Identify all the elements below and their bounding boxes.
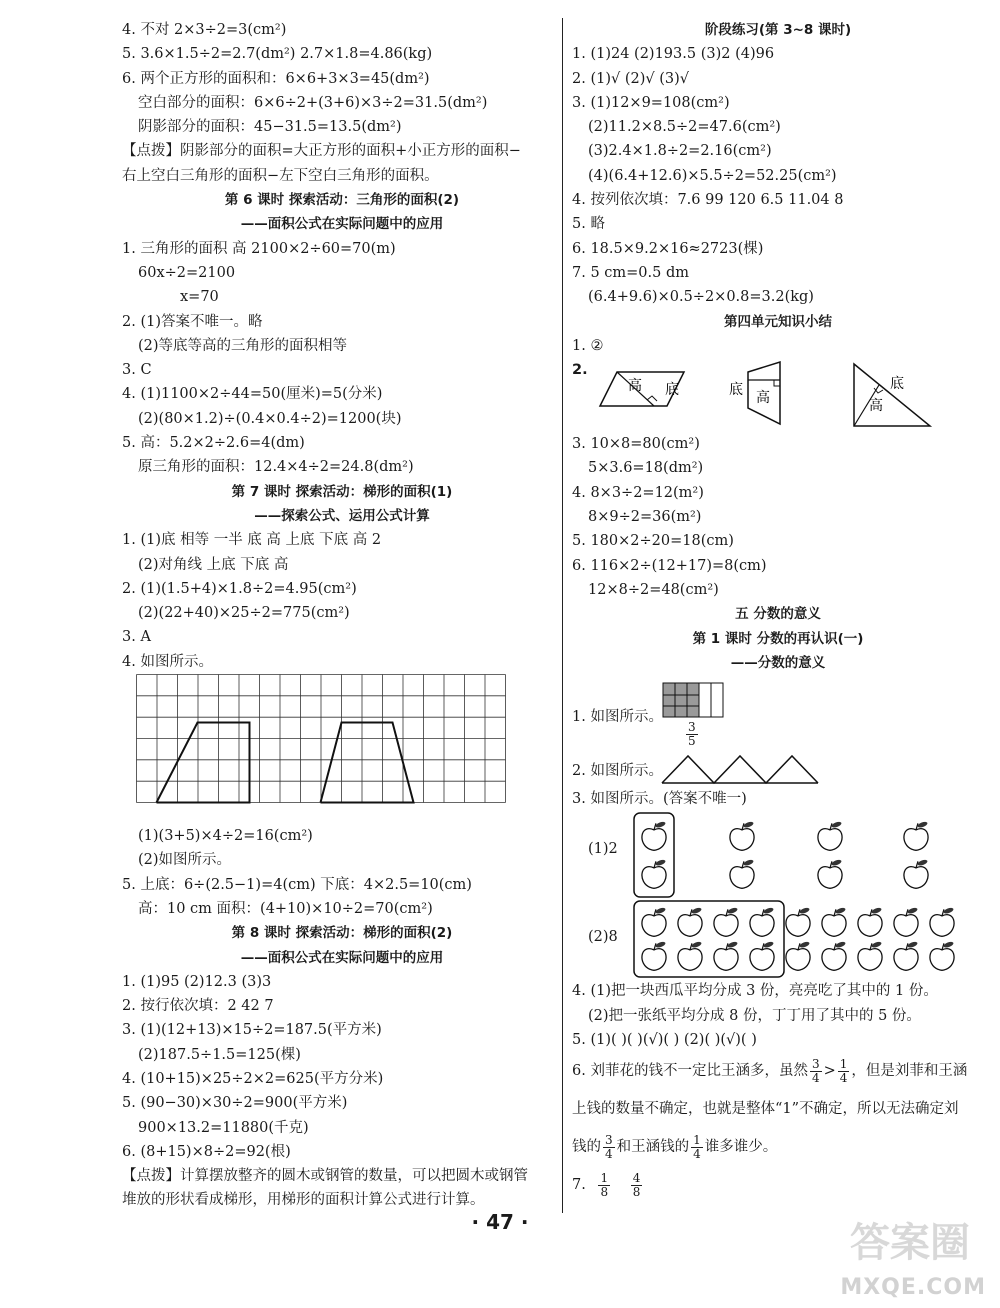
answer-line: 5. 上底：6÷(2.5−1)=4(cm) 下底：4×2.5=10(cm) xyxy=(122,876,472,893)
answer-line: 5. 略 xyxy=(572,216,605,233)
fraction-1-8: $\frac{1}{8}$ xyxy=(600,1170,609,1199)
answer-line: 2. 如图所示。 xyxy=(572,763,663,780)
answer-line: 7. 5 cm=0.5 dm xyxy=(572,264,689,281)
apple-icon xyxy=(642,907,666,937)
greater-than: > xyxy=(823,1063,836,1080)
lesson-heading: 第 7 课时 探索活动：梯形的面积(1) xyxy=(231,483,453,500)
answer-line: 1. (1)24 (2)193.5 (3)2 (4)96 xyxy=(572,46,775,63)
answer-line: 2. (1)答案不唯一。略 xyxy=(122,313,263,330)
answer-line: 1. 如图所示。 xyxy=(572,709,663,726)
lesson-heading: 第 1 课时 分数的再认识(一) xyxy=(692,630,864,647)
answer-line: 4. 按列依次填：7.6 99 120 6.5 11.04 8 xyxy=(572,192,844,209)
answer-line: (2)187.5÷1.5=125(棵) xyxy=(138,1046,301,1063)
answer-line: 6. (8+15)×8÷2=92(根) xyxy=(122,1143,291,1160)
hint-line: 【点拨】阴影部分的面积=大正方形的面积+小正方形的面积− xyxy=(122,143,521,160)
fraction-bar-figure xyxy=(572,675,984,753)
fraction-4-8: $\frac{4}{8}$ xyxy=(632,1170,641,1199)
answer-line: (2)8 xyxy=(588,929,618,946)
apple-icon xyxy=(678,941,702,971)
fraction-3-5: $\frac{3}{5}$ xyxy=(688,720,696,749)
height-label: 高 xyxy=(628,378,642,395)
apple-icon xyxy=(786,907,810,937)
base-label: 底 xyxy=(729,382,743,399)
grid-svg xyxy=(136,674,512,814)
answer-line: (2)如图所示。 xyxy=(138,852,232,869)
apple-icon xyxy=(930,941,954,971)
answer-line: (3)2.4×1.8÷2=2.16(cm²) xyxy=(588,143,772,160)
apple-icon xyxy=(678,907,702,937)
lesson-heading: 第 6 课时 探索活动：三角形的面积(2) xyxy=(224,192,460,209)
base-label: 底 xyxy=(665,382,679,399)
answer-line: (1)(3+5)×4÷2=16(cm²) xyxy=(138,828,313,845)
answer-line xyxy=(572,1128,984,1166)
answer-line: 2. (1)√ (2)√ (3)√ xyxy=(572,70,689,87)
answer-line: 阴影部分的面积：45−31.5=13.5(dm²) xyxy=(138,119,402,136)
trapezoid-1 xyxy=(157,723,250,803)
lesson-heading: 第 8 课时 探索活动：梯形的面积(2) xyxy=(231,925,453,942)
right-column xyxy=(572,18,984,1204)
answer-line: 6. 18.5×9.2×16≈2723(棵) xyxy=(572,240,764,257)
text-segment: 谁多谁少。 xyxy=(704,1139,778,1156)
watermark-url: MXQE.COM xyxy=(840,1275,986,1300)
answer-line: 2. (1)(1.5+4)×1.8÷2=4.95(cm²) xyxy=(122,580,357,597)
base-label: 底 xyxy=(890,376,904,393)
apple-icon xyxy=(930,907,954,937)
answer-line: 4. (1)1100×2÷44=50(厘米)=5(分米) xyxy=(122,386,383,403)
apple-icon xyxy=(822,941,846,971)
apple-icon xyxy=(904,859,928,889)
answer-line: 3. (1)(12+13)×15÷2=187.5(平方米) xyxy=(122,1022,382,1039)
apple-icon xyxy=(642,859,666,889)
triangle xyxy=(854,364,930,426)
text-segment: 6. 刘菲花的钱不一定比王涵多，虽然 xyxy=(572,1063,808,1080)
item-number: 7. xyxy=(572,1177,586,1194)
answer-line: (6.4+9.6)×0.5÷2×0.8=3.2(kg) xyxy=(588,289,814,306)
apple-icon xyxy=(786,941,810,971)
answer-line: (2)对角线 上底 下底 高 xyxy=(138,556,289,573)
answer-line: 上钱的数量不确定，也就是整体“1”不确定，所以无法确定刘 xyxy=(572,1101,959,1118)
apples-figure-2 xyxy=(572,899,984,979)
answer-line: (2)等底等高的三角形的面积相等 xyxy=(138,337,348,354)
answer-line: 原三角形的面积：12.4×4÷2=24.8(dm²) xyxy=(138,459,414,476)
apple-icon xyxy=(894,941,918,971)
hint-line: 【点拨】计算摆放整齐的圆木或钢管的数量，可以把圆木或钢管 xyxy=(122,1168,528,1185)
trapezoid-grid-figure xyxy=(136,674,562,824)
apple-icon xyxy=(642,821,666,851)
answer-line xyxy=(572,1166,984,1204)
answer-line: (2)11.2×8.5÷2=47.6(cm²) xyxy=(588,119,781,136)
answer-line: 6. 116×2÷(12+17)=8(cm) xyxy=(572,557,767,574)
answer-line: 3. C xyxy=(122,362,152,379)
answer-line: 3. A xyxy=(122,629,151,646)
answer-line: 4. (10+15)×25÷2×2=625(平方分米) xyxy=(122,1070,384,1087)
trapezoid-2 xyxy=(321,723,414,803)
answer-line xyxy=(572,1052,984,1090)
triangles-figure xyxy=(572,753,984,787)
answer-line: 3. (1)12×9=108(cm²) xyxy=(572,94,730,111)
apple-icon xyxy=(750,907,774,937)
answer-line: 5. 高：5.2×2÷2.6=4(dm) xyxy=(122,435,305,452)
height-label: 高 xyxy=(869,398,883,415)
apples-figure-1 xyxy=(572,811,984,899)
apple-icon xyxy=(730,859,754,889)
fraction-bar-svg xyxy=(662,681,752,721)
left-column xyxy=(122,18,562,1213)
answer-line: (4)(6.4+12.6)×5.5÷2=52.25(cm²) xyxy=(588,167,837,184)
page-number: · 47 · xyxy=(471,1210,529,1234)
shapes-svg xyxy=(572,358,972,432)
answer-line: 4. (1)把一块西瓜平均分成 3 份，亮亮吃了其中的 1 份。 xyxy=(572,983,938,1000)
answer-line: 1. (1)95 (2)12.3 (3)3 xyxy=(122,973,272,990)
lesson-subheading: ——面积公式在实际问题中的应用 xyxy=(240,216,444,233)
right-angle-mark xyxy=(774,380,780,386)
column-divider xyxy=(562,18,563,1213)
fraction-3-4: $\frac{3}{4}$ xyxy=(605,1132,613,1161)
apple-icon xyxy=(822,907,846,937)
answer-line: x=70 xyxy=(180,289,219,306)
hint-line: 右上空白三角形的面积−左下空白三角形的面积。 xyxy=(122,167,439,184)
text-segment: 和王涵钱的 xyxy=(616,1139,690,1156)
lesson-subheading: ——探索公式、运用公式计算 xyxy=(254,507,430,524)
unit-heading: 五 分数的意义 xyxy=(735,606,821,623)
answer-line: 3. 10×8=80(cm²) xyxy=(572,436,700,453)
apple-icon xyxy=(858,941,882,971)
answer-line: 1. ② xyxy=(572,337,604,354)
text-segment: 钱的 xyxy=(572,1139,601,1156)
section-heading: 第四单元知识小结 xyxy=(724,313,832,330)
answer-line: 8×9÷2=36(m²) xyxy=(588,509,702,526)
apple-icon xyxy=(818,821,842,851)
fraction-1-4: $\frac{1}{4}$ xyxy=(693,1132,701,1161)
answer-line: 2. 按行依次填：2 42 7 xyxy=(122,998,274,1015)
apple-icon xyxy=(818,859,842,889)
answer-line: (2)(22+40)×25÷2=775(cm²) xyxy=(138,605,350,622)
answer-line: 12×8÷2=48(cm²) xyxy=(588,581,719,598)
answer-line: 高：10 cm 面积：(4+10)×10÷2=70(cm²) xyxy=(138,900,433,917)
triangles-svg xyxy=(660,753,840,785)
answer-line: 5. 180×2÷20=18(cm) xyxy=(572,533,734,550)
answer-line: 5×3.6=18(dm²) xyxy=(588,460,704,477)
answer-line: 5. (90−30)×30÷2=900(平方米) xyxy=(122,1095,348,1112)
answer-line: 1. 三角形的面积 高 2100×2÷60=70(m) xyxy=(122,240,396,257)
answer-line: (1)2 xyxy=(588,841,618,858)
apple-icon xyxy=(904,821,928,851)
fraction-3-4: $\frac{3}{4}$ xyxy=(811,1056,820,1085)
answer-line: (2)(80×1.2)÷(0.4×0.4÷2)=1200(块) xyxy=(138,410,402,427)
fraction-1-4: $\frac{1}{4}$ xyxy=(839,1056,848,1085)
answer-line: 900×13.2=11880(千克) xyxy=(138,1119,309,1136)
answer-line: 6. 两个正方形的面积和：6×6+3×3=45(dm²) xyxy=(122,70,430,87)
answer-line: 1. (1)底 相等 一半 底 高 上底 下底 高 2 xyxy=(122,532,382,549)
apple-icon xyxy=(894,907,918,937)
apple-icon xyxy=(714,907,738,937)
lesson-subheading: ——分数的意义 xyxy=(730,654,826,671)
answer-line: 4. 不对 2×3÷2=3(cm²) xyxy=(122,22,287,38)
hint-line: 堆放的形状看成梯形，用梯形的面积计算公式进行计算。 xyxy=(122,1192,485,1209)
watermark-logo: 答案圈 xyxy=(850,1220,970,1266)
answer-line: 5. (1)( )( )(√)( ) (2)( )(√)( ) xyxy=(572,1032,757,1049)
apples-svg-2 xyxy=(632,899,992,979)
text-segment: ，但是刘菲和王涵 xyxy=(851,1063,968,1080)
answer-line: 4. 8×3÷2=12(m²) xyxy=(572,484,704,501)
answer-line: (2)把一张纸平均分成 8 份，丁丁用了其中的 5 份。 xyxy=(588,1007,921,1024)
answer-line: 空白部分的面积：6×6÷2+(3+6)×3÷2=31.5(dm²) xyxy=(138,94,488,111)
apple-icon xyxy=(858,907,882,937)
answer-line: 5. 3.6×1.5÷2=2.7(dm²) 2.7×1.8=4.86(kg) xyxy=(122,46,433,63)
answer-line: 4. 如图所示。 xyxy=(122,653,213,670)
height-label: 高 xyxy=(756,390,770,407)
lesson-subheading: ——面积公式在实际问题中的应用 xyxy=(240,949,444,966)
item-number: 2. xyxy=(572,362,588,379)
answer-line: 3. 如图所示。(答案不唯一) xyxy=(572,791,747,808)
apples-svg-1 xyxy=(632,811,992,899)
apple-icon xyxy=(750,941,774,971)
apple-icon xyxy=(730,821,754,851)
shapes-figure xyxy=(572,358,984,432)
answer-line: 60x÷2=2100 xyxy=(138,264,236,281)
apple-icon xyxy=(714,941,738,971)
section-heading: 阶段练习(第 3~8 课时) xyxy=(704,22,852,38)
apple-icon xyxy=(642,941,666,971)
